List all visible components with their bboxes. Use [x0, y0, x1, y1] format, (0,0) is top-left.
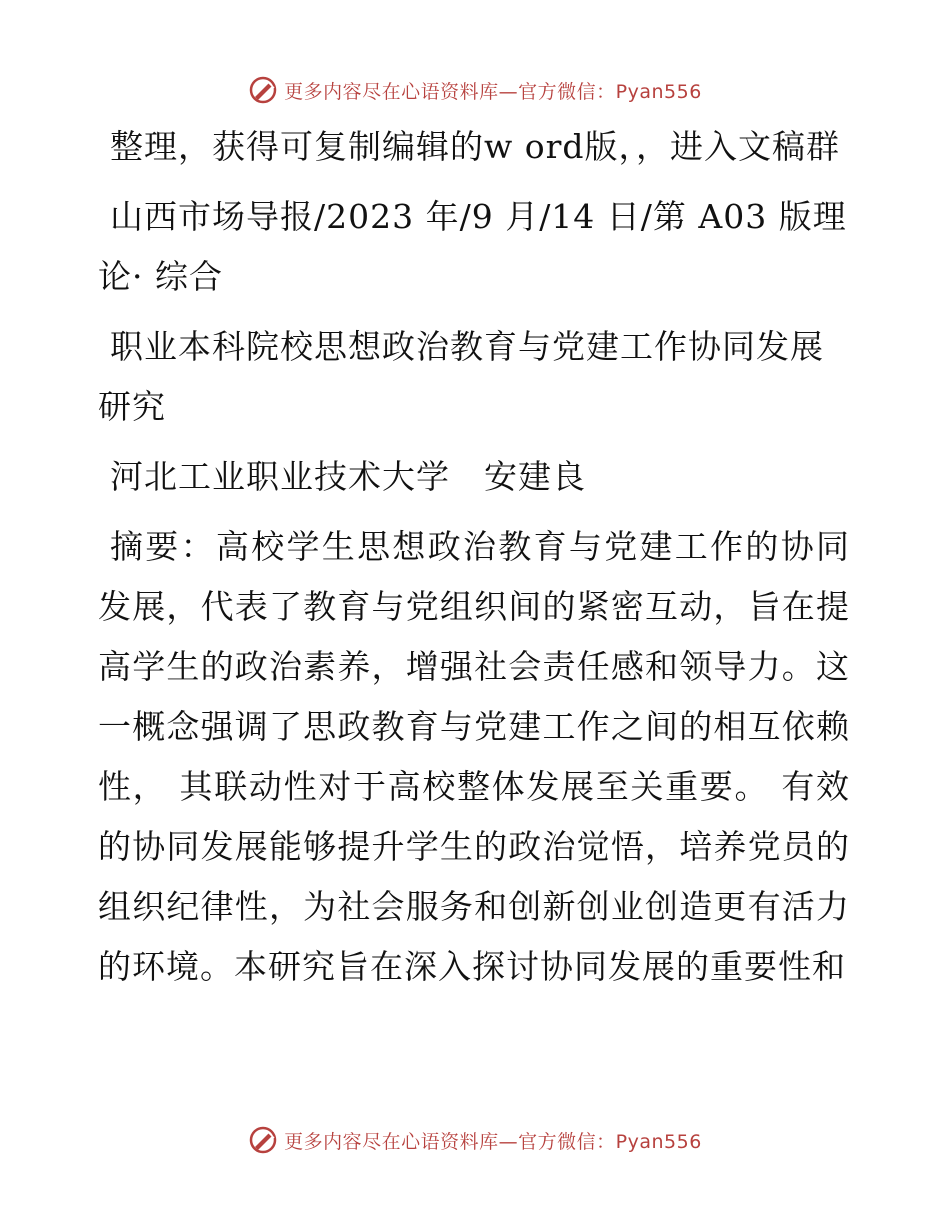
pen-logo-icon — [248, 1125, 278, 1155]
footer-banner-text: 更多内容尽在心语资料库—官方微信：Pyan556 — [284, 1130, 702, 1153]
abstract-paragraph: 摘要：高校学生思想政治教育与党建工作的协同发展，代表了教育与党组织间的紧密互动，旨在提高学生的政治素养，增强社会责任感和领导力。这一概念强调了思政教育与党建工作之间的相互依赖性， 其联动性对于高校整体发展至关重要。 有效的协同发展能够提升学生的政治觉悟，培养党员的组织纪律性，为社会服务和创新创业创造更有活力的环境。本研究旨在深入探讨协同发展的重要性和 — [98, 527, 850, 986]
header-banner-text: 更多内容尽在心语资料库—官方微信：Pyan556 — [284, 80, 702, 103]
source-line: 山西市场导报/2023 年/9 月/14 日/第 A03 版理论· 综合 — [98, 197, 847, 296]
footer-banner — [0, 1120, 950, 1160]
pen-logo-icon — [248, 75, 278, 105]
header-banner — [0, 70, 950, 110]
intro-paragraph: 整理，获得可复制编辑的w ord版，，进入文稿群 — [110, 127, 841, 166]
author-line: 河北工业职业技术大学 安建良 — [110, 457, 586, 496]
article-title: 职业本科院校思想政治教育与党建工作协同发展研究 — [98, 327, 824, 426]
document-body — [98, 117, 850, 1007]
